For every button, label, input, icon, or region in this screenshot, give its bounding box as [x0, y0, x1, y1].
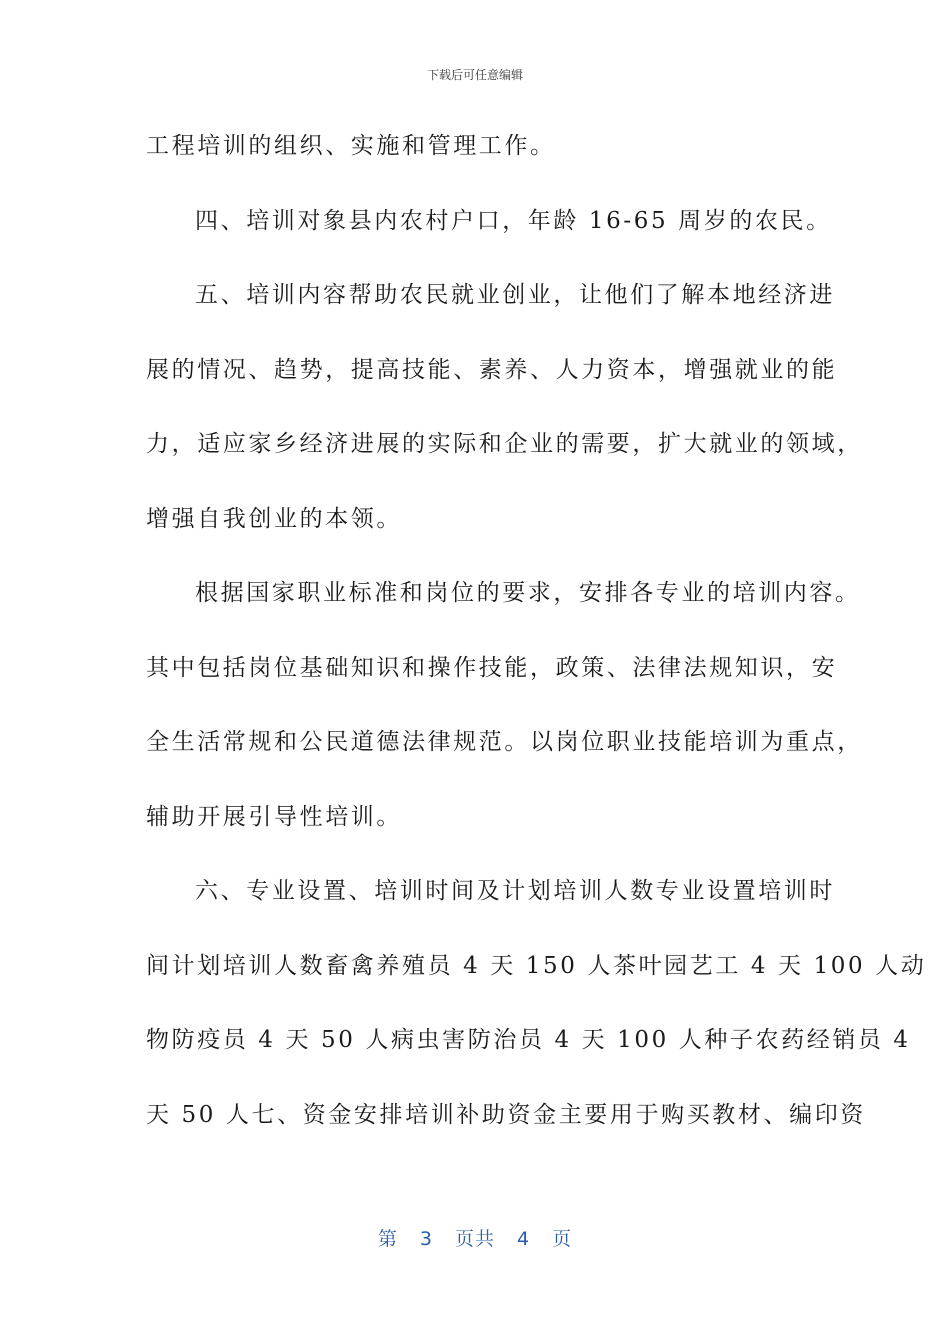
- page-label-middle: 页共: [454, 1228, 495, 1250]
- text-line-6: 增强自我创业的本领。: [146, 505, 402, 532]
- document-body: [146, 118, 927, 1161]
- text-line-5: 力，适应家乡经济进展的实际和企业的需要，扩大就业的领域，: [146, 431, 863, 457]
- text-line-10: 辅助开展引导性培训。: [146, 803, 402, 830]
- text-line-2: 四、培训对象县内农村户口，年龄 16-65 周岁的农民。: [195, 207, 832, 234]
- text-line-11: 六、专业设置、培训时间及计划培训人数专业设置培训时: [195, 878, 835, 904]
- page-label-prefix: 第: [377, 1228, 398, 1250]
- total-pages-number: 4: [517, 1228, 531, 1250]
- text-line-8: 其中包括岗位基础知识和操作技能，政策、法律法规知识，安: [146, 654, 838, 681]
- text-line-3: 五、培训内容帮助农民就业创业，让他们了解本地经济进: [195, 282, 835, 308]
- text-line-12: 间计划培训人数畜禽养殖员 4 天 150 人茶叶园艺工 4 天 100 人动: [146, 952, 927, 979]
- text-line-4: 展的情况、趋势，提高技能、素养、人力资本，增强就业的能: [146, 356, 838, 383]
- current-page-number: 3: [419, 1228, 433, 1250]
- text-line-13: 物防疫员 4 天 50 人病虫害防治员 4 天 100 人种子农药经销员 4: [146, 1027, 911, 1053]
- text-line-7: 根据国家职业标准和岗位的要求，安排各专业的培训内容。: [195, 580, 861, 606]
- text-line-9: 全生活常规和公民道德法律规范。以岗位职业技能培训为重点，: [146, 729, 863, 755]
- text-line-1: 工程培训的组织、实施和管理工作。: [146, 133, 556, 159]
- header-note: 下载后可任意编辑: [426, 68, 523, 82]
- page-footer: [0, 1224, 950, 1251]
- text-line-14: 天 50 人七、资金安排培训补助资金主要用于购买教材、编印资: [146, 1101, 866, 1128]
- page-label-suffix: 页: [552, 1228, 573, 1250]
